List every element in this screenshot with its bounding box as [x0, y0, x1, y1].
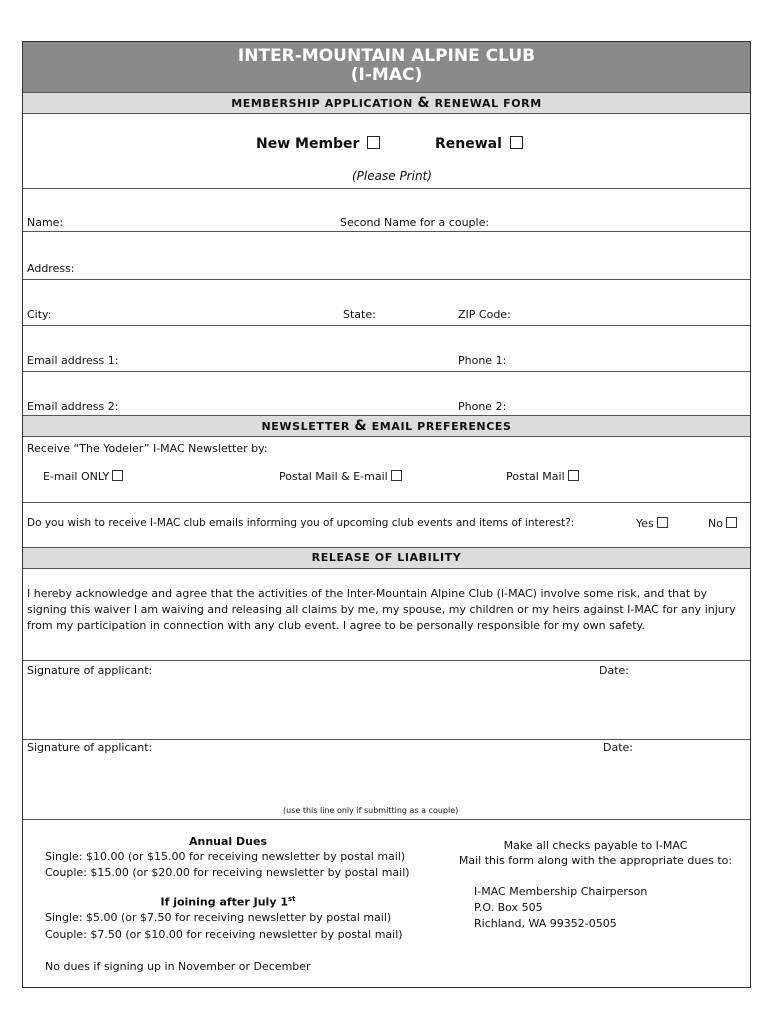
- annual-dues-heading: Annual Dues: [189, 835, 267, 848]
- july-dues-couple: Couple: $7.50 (or $10.00 for receiving newsletter by postal mail): [45, 928, 403, 941]
- divider: [23, 502, 750, 503]
- email1-field[interactable]: Email address 1:: [27, 354, 119, 367]
- club-emails-no-option[interactable]: [708, 517, 737, 530]
- renewal-label: Renewal: [435, 136, 502, 152]
- email2-field[interactable]: Email address 2:: [27, 400, 119, 413]
- email-only-label: E-mail ONLY: [43, 470, 110, 483]
- postal-and-email-label: Postal Mail & E-mail: [279, 470, 388, 483]
- date-1-label[interactable]: Date:: [599, 664, 629, 677]
- checks-payable-line: Make all checks payable to I-MAC: [503, 839, 688, 852]
- divider: [23, 371, 750, 372]
- newsletter-heading-ampersand: &: [354, 418, 368, 434]
- july-dues-heading-text: If joining after July 1: [160, 895, 288, 909]
- july-dues-heading: [23, 895, 433, 909]
- july-dues-single: Single: $5.00 (or $7.50 for receiving newsletter by postal mail): [45, 911, 392, 924]
- newsletter-heading: [23, 415, 750, 437]
- city-field[interactable]: City:: [27, 308, 52, 321]
- zip-field[interactable]: ZIP Code:: [458, 308, 511, 321]
- subtitle-part-2: RENEWAL FORM: [434, 97, 542, 110]
- mailing-address-line-3: Richland, WA 99352-0505: [474, 917, 617, 930]
- divider: [23, 739, 750, 740]
- signature-1-label[interactable]: Signature of applicant:: [27, 664, 153, 677]
- divider: [23, 231, 750, 232]
- email-only-checkbox[interactable]: [112, 470, 123, 481]
- membership-form: [22, 41, 751, 988]
- title-line-2: (I-MAC): [350, 65, 423, 85]
- postal-mail-checkbox[interactable]: [568, 470, 579, 481]
- address-field[interactable]: Address:: [27, 262, 75, 275]
- subtitle-ampersand: &: [417, 95, 431, 111]
- postal-and-email-checkbox[interactable]: [391, 470, 402, 481]
- club-emails-question: Do you wish to receive I-MAC club emails informing you of upcoming club events and items of interest?:: [27, 517, 575, 529]
- newsletter-heading-part-2: EMAIL PREFERENCES: [371, 420, 512, 433]
- divider: [23, 325, 750, 326]
- divider: [23, 279, 750, 280]
- annual-dues-couple: Couple: $15.00 (or $20.00 for receiving newsletter by postal mail): [45, 866, 410, 879]
- divider: [23, 660, 750, 661]
- phone2-field[interactable]: Phone 2:: [458, 400, 507, 413]
- postal-mail-label: Postal Mail: [506, 470, 565, 483]
- newsletter-heading-part-1: NEWSLETTER: [261, 420, 350, 433]
- please-print-note: (Please Print): [352, 169, 432, 183]
- second-name-field[interactable]: Second Name for a couple:: [340, 216, 490, 229]
- newsletter-receive-label: Receive “The Yodeler” I-MAC Newsletter by:: [27, 442, 268, 455]
- yes-checkbox[interactable]: [657, 517, 668, 528]
- mail-form-line: Mail this form along with the appropriate dues to:: [458, 854, 733, 867]
- no-label: No: [708, 517, 723, 530]
- date-2-label[interactable]: Date:: [603, 741, 633, 754]
- postal-and-email-option[interactable]: [279, 470, 402, 483]
- release-heading: RELEASE OF LIABILITY: [23, 547, 750, 569]
- club-emails-yes-option[interactable]: [636, 517, 668, 530]
- phone1-field[interactable]: Phone 1:: [458, 354, 507, 367]
- email-only-option[interactable]: [43, 470, 123, 483]
- mailing-address-line-1: I-MAC Membership Chairperson: [474, 885, 648, 898]
- renewal-option[interactable]: [435, 136, 523, 152]
- form-subtitle: [23, 92, 750, 114]
- yes-label: Yes: [636, 517, 654, 530]
- form-title: [23, 42, 750, 92]
- postal-mail-option[interactable]: [506, 470, 579, 483]
- title-line-1: INTER-MOUNTAIN ALPINE CLUB: [237, 46, 536, 66]
- new-member-checkbox[interactable]: [367, 136, 380, 149]
- mailing-address-line-2: P.O. Box 505: [474, 901, 543, 914]
- no-checkbox[interactable]: [726, 517, 737, 528]
- signature-2-label[interactable]: Signature of applicant:: [27, 741, 153, 754]
- july-dues-heading-sup: st: [287, 895, 296, 903]
- state-field[interactable]: State:: [343, 308, 376, 321]
- couple-note: (use this line only if submitting as a couple): [283, 806, 459, 815]
- subtitle-part-1: MEMBERSHIP APPLICATION: [231, 97, 413, 110]
- name-field[interactable]: Name:: [27, 216, 64, 229]
- no-dues-note: No dues if signing up in November or December: [45, 960, 311, 973]
- renewal-checkbox[interactable]: [510, 136, 523, 149]
- release-text: I hereby acknowledge and agree that the activities of the Inter-Mountain Alpine Club (I-MAC) involve some risk, and that by signing this waiver I am waiving and releasing all claims by me, my spouse, my children or my heirs against I-MAC for any injury from my participation in connection with any club event. I agree to be personally responsible for my own safety.: [27, 587, 736, 632]
- annual-dues-single: Single: $10.00 (or $15.00 for receiving newsletter by postal mail): [45, 850, 406, 863]
- divider: [23, 819, 750, 820]
- new-member-label: New Member: [256, 136, 360, 152]
- divider: [23, 188, 750, 189]
- new-member-option[interactable]: [256, 136, 380, 152]
